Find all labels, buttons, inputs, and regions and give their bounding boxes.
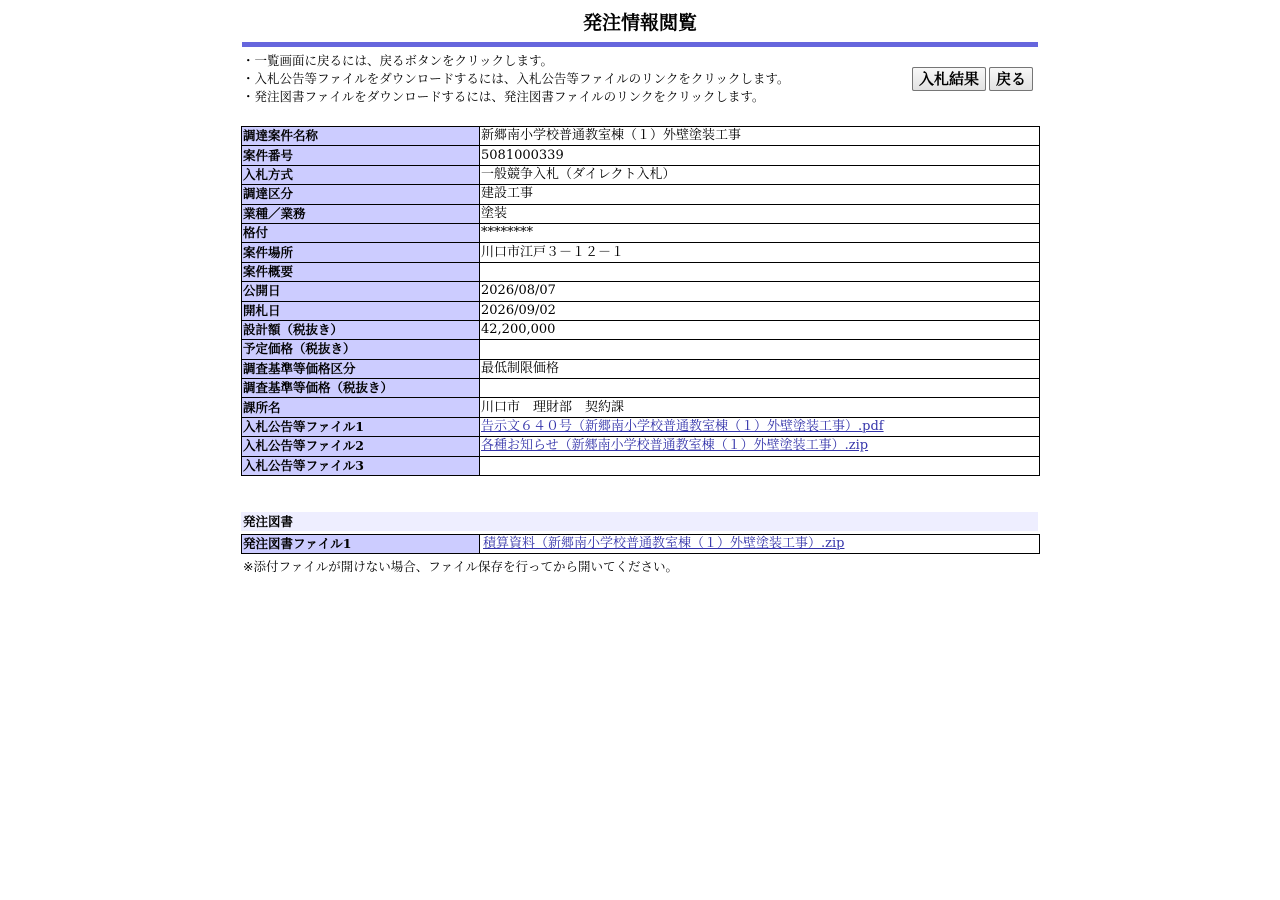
instructions	[242, 52, 882, 106]
row-label: 格付	[242, 223, 480, 242]
row-value: 一般競争入札（ダイレクト入札）	[480, 165, 1040, 184]
row-value: 42,200,000	[480, 320, 1040, 339]
info-row	[242, 262, 1040, 281]
info-row	[242, 379, 1040, 398]
info-row	[242, 146, 1040, 165]
info-row	[242, 223, 1040, 242]
drawing-file-row	[242, 535, 1040, 554]
bid-result-button[interactable]: 入札結果	[912, 67, 986, 91]
info-row	[242, 204, 1040, 223]
row-label: 調査基準等価格区分	[242, 359, 480, 378]
row-label: 予定価格（税抜き）	[242, 340, 480, 359]
row-value: 5081000339	[480, 146, 1040, 165]
info-row	[242, 340, 1040, 359]
row-label: 入札公告等ファイル3	[242, 456, 480, 475]
info-row	[242, 301, 1040, 320]
row-value	[480, 379, 1040, 398]
row-label: 調達案件名称	[242, 127, 480, 146]
info-row	[242, 165, 1040, 184]
page-title: 発注情報閲覧	[582, 12, 697, 34]
row-label: 業種／業務	[242, 204, 480, 223]
info-row	[242, 243, 1040, 262]
info-row	[242, 127, 1040, 146]
instruction-drawing-files: ・発注図書ファイルをダウンロードするには、発注図書ファイルのリンクをクリックします。	[242, 89, 765, 104]
row-label: 公開日	[242, 282, 480, 301]
row-value	[480, 456, 1040, 475]
row-value: 川口市 理財部 契約課	[480, 398, 1040, 417]
row-label: 発注図書ファイル1	[242, 535, 480, 554]
info-row	[242, 398, 1040, 417]
row-value	[480, 262, 1040, 281]
button-row	[912, 67, 1033, 91]
row-value: 川口市江戸３－１２－１	[480, 243, 1040, 262]
instruction-back: ・一覧画面に戻るには、戻るボタンをクリックします。	[242, 53, 554, 68]
row-label: 入札公告等ファイル2	[242, 437, 480, 456]
procurement-info-table	[241, 126, 1040, 476]
row-value: 新郷南小学校普通教室棟（１）外壁塗装工事	[480, 127, 1040, 146]
row-label: 案件場所	[242, 243, 480, 262]
row-value: 塗装	[480, 204, 1040, 223]
row-label: 調査基準等価格（税抜き）	[242, 379, 480, 398]
row-label: 入札方式	[242, 165, 480, 184]
row-label: 案件番号	[242, 146, 480, 165]
info-row	[242, 359, 1040, 378]
row-value	[480, 340, 1040, 359]
row-value: 建設工事	[480, 185, 1040, 204]
instruction-notice-files: ・入札公告等ファイルをダウンロードするには、入札公告等ファイルのリンクをクリックします。	[242, 71, 790, 86]
row-label: 開札日	[242, 301, 480, 320]
info-row	[242, 185, 1040, 204]
row-label: 調達区分	[242, 185, 480, 204]
row-value: 2026/09/02	[480, 301, 1040, 320]
file-download-link[interactable]: 告示文６４０号（新郷南小学校普通教室棟（１）外壁塗装工事）.pdf	[481, 419, 884, 435]
attachment-footnote: ※添付ファイルが開けない場合、ファイル保存を行ってから開いてください。	[243, 559, 678, 574]
row-value: 最低制限価格	[480, 359, 1040, 378]
file-download-link[interactable]: 積算資料（新郷南小学校普通教室棟（１）外壁塗装工事）.zip	[483, 536, 845, 551]
row-value	[480, 437, 1040, 456]
row-label: 入札公告等ファイル1	[242, 417, 480, 436]
file-download-link[interactable]: 各種お知らせ（新郷南小学校普通教室棟（１）外壁塗装工事）.zip	[481, 438, 869, 454]
back-button[interactable]: 戻る	[989, 67, 1033, 91]
row-label: 課所名	[242, 398, 480, 417]
info-row	[242, 282, 1040, 301]
row-value	[480, 535, 1040, 554]
drawings-section-title: 発注図書	[241, 512, 1038, 531]
row-label: 案件概要	[242, 262, 480, 281]
title-rule	[242, 42, 1038, 47]
info-row	[242, 320, 1040, 339]
row-label: 設計額（税抜き）	[242, 320, 480, 339]
info-row	[242, 437, 1040, 456]
info-row	[242, 456, 1040, 475]
row-value: 2026/08/07	[480, 282, 1040, 301]
row-value: ********	[480, 223, 1040, 242]
info-row	[242, 417, 1040, 436]
row-value	[480, 417, 1040, 436]
drawings-table	[241, 534, 1040, 554]
